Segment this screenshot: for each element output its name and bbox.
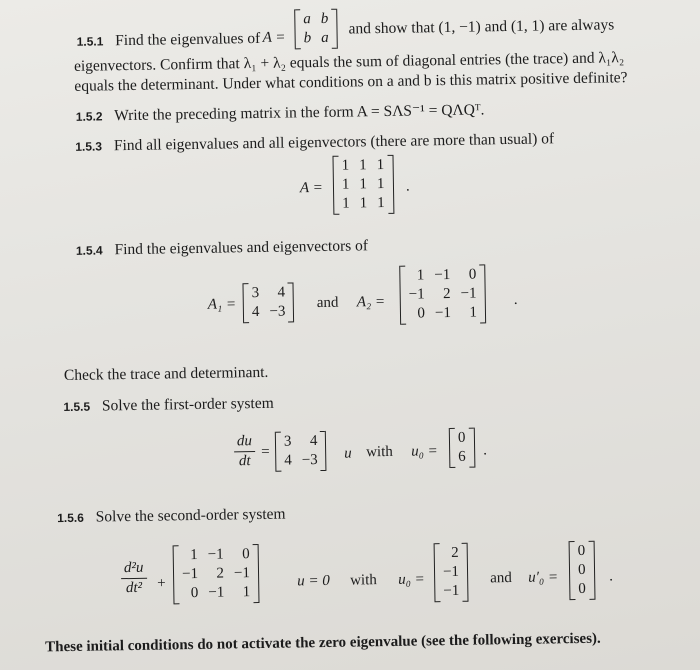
derivative-du-dt [234, 433, 256, 470]
second-derivative [121, 560, 147, 597]
matrix-cell: 2 [216, 565, 225, 582]
initial-condition-label: u₀ = [411, 443, 438, 460]
matrix-cell: a [321, 29, 329, 46]
initial-vector [449, 428, 475, 468]
problem-number: 1.5.5 [63, 399, 91, 415]
period: . [405, 178, 410, 195]
matrix-cell: 1 [377, 194, 385, 212]
problem-number: 1.5.1 [76, 34, 104, 49]
problem-text: eigenvectors. Confirm that λ₁ + λ₂ equals the sum of diagonal entries (the trace) and λ₁λ₂ [73, 49, 625, 75]
problem-text: Find the eigenvalues and eigenvectors of [114, 237, 369, 259]
matrix-cell: 2 [442, 285, 451, 303]
period: . [609, 568, 614, 585]
matrix-cell: −1 [408, 286, 425, 303]
matrix-cell: 4 [284, 452, 292, 469]
problem-1-5-5 [63, 396, 274, 415]
matrix-cell: 1 [341, 157, 350, 174]
problem-text: equals the determinant. Under what conditions on a and b is this matrix positive definite? [74, 69, 628, 95]
plus-sign: + [157, 575, 166, 592]
footer-note: These initial conditions do not activate the zero eigenvalue (see the following exercises). [45, 630, 601, 656]
initial-velocity-label: u′₀ = [528, 569, 559, 586]
matrix-cell: 1 [242, 584, 251, 601]
matrix-cell: a [303, 11, 311, 28]
problem-text: Find the eigenvalues of [115, 29, 261, 50]
matrix-cell: 4 [309, 433, 318, 450]
matrix-cell: −1 [460, 285, 477, 302]
matrix-label: A = [299, 179, 323, 197]
matrix-cell: −1 [208, 584, 225, 601]
problem-text: Find all eigenvalues and all eigenvectors (there are more than usual) of [113, 130, 555, 155]
problem-number: 1.5.3 [75, 139, 103, 154]
matrix-cell: b [303, 30, 312, 47]
problem-1-5-6 [57, 507, 286, 526]
matrix-cell: 0 [190, 584, 199, 602]
matrix-cell: 1 [342, 195, 350, 212]
matrix-cell: −1 [434, 266, 451, 284]
equation-rhs: u = 0 [297, 572, 330, 590]
problem-text: and show that (1, −1) and (1, 1) are always [348, 16, 615, 38]
equals-sign: = [261, 443, 270, 460]
initial-condition-label: u₀ = [398, 571, 425, 588]
problem-text: Write the preceding matrix in the form A = SΛS⁻¹ = QΛQᵀ. [114, 101, 485, 125]
matrix-a-b [294, 9, 338, 50]
matrix-cell: 3 [251, 284, 260, 302]
matrix-cell: 1 [416, 267, 425, 284]
matrix-a2 [399, 264, 486, 324]
initial-vector-u0-prime [569, 541, 595, 600]
matrix-cell: 1 [359, 195, 368, 212]
vector-cell: 0 [577, 561, 586, 578]
matrix-cell: −3 [269, 303, 286, 320]
and-text: and [490, 570, 512, 587]
initial-vector-u0 [434, 543, 469, 603]
check-instruction: Check the trace and determinant. [63, 363, 269, 385]
vector-cell: −1 [442, 563, 460, 581]
matrix-a1 [242, 282, 294, 323]
matrix-cell: 0 [468, 266, 477, 283]
problem-number: 1.5.4 [75, 243, 103, 258]
and-text: and [316, 294, 339, 312]
with-text: with [366, 443, 393, 461]
matrix-cell: b [320, 10, 329, 27]
period: . [513, 291, 518, 308]
problem-1-5-2 [76, 102, 485, 124]
matrix-cell: 1 [359, 157, 367, 174]
problem-text: Solve the first-order system [101, 394, 274, 415]
problem-number: 1.5.2 [75, 109, 103, 124]
numerator: du [234, 433, 255, 452]
matrix-cell: 3 [283, 433, 292, 450]
with-text: with [350, 572, 377, 589]
vector-cell: 6 [458, 448, 466, 465]
matrix-cell: 0 [242, 546, 250, 563]
matrix-system [275, 431, 327, 472]
period: . [483, 442, 488, 459]
vector-cell: 0 [577, 542, 586, 559]
vector-u: u [344, 445, 352, 462]
problem-text: Solve the second-order system [95, 505, 286, 526]
denominator: dt [238, 453, 251, 470]
denominator: dt² [125, 579, 143, 597]
matrix-cell: −1 [181, 565, 199, 583]
matrix-second-order [173, 544, 260, 604]
vector-cell: −1 [443, 582, 460, 600]
problem-number: 1.5.6 [57, 510, 84, 526]
matrix-label: A₂ = [356, 293, 386, 311]
matrix-cell: 1 [341, 176, 350, 193]
matrix-cell: 1 [469, 304, 478, 321]
matrix-cell: −3 [301, 452, 318, 469]
vector-cell: 0 [578, 580, 586, 597]
matrix-label: A = [262, 29, 286, 46]
problem-1-5-4 [76, 238, 368, 258]
matrix-cell: 1 [376, 175, 385, 193]
matrix-cell: −1 [434, 304, 452, 322]
matrix-ones [332, 155, 393, 215]
matrix-cell: 0 [417, 305, 426, 322]
numerator: d²u [121, 560, 147, 579]
matrix-cell: −1 [233, 565, 251, 582]
matrix-label: A₁ = [207, 296, 237, 313]
matrix-cell: 1 [190, 546, 198, 564]
matrix-cell: 1 [359, 176, 368, 193]
vector-cell: 0 [457, 429, 466, 446]
matrix-cell: 1 [376, 156, 385, 174]
matrix-cell: −1 [207, 546, 224, 563]
problem-1-5-3 [75, 131, 554, 154]
problem-1-5-1-line-1 [77, 31, 261, 49]
matrix-cell: 4 [251, 303, 260, 321]
vector-cell: 2 [451, 544, 459, 561]
matrix-cell: 4 [277, 284, 286, 301]
